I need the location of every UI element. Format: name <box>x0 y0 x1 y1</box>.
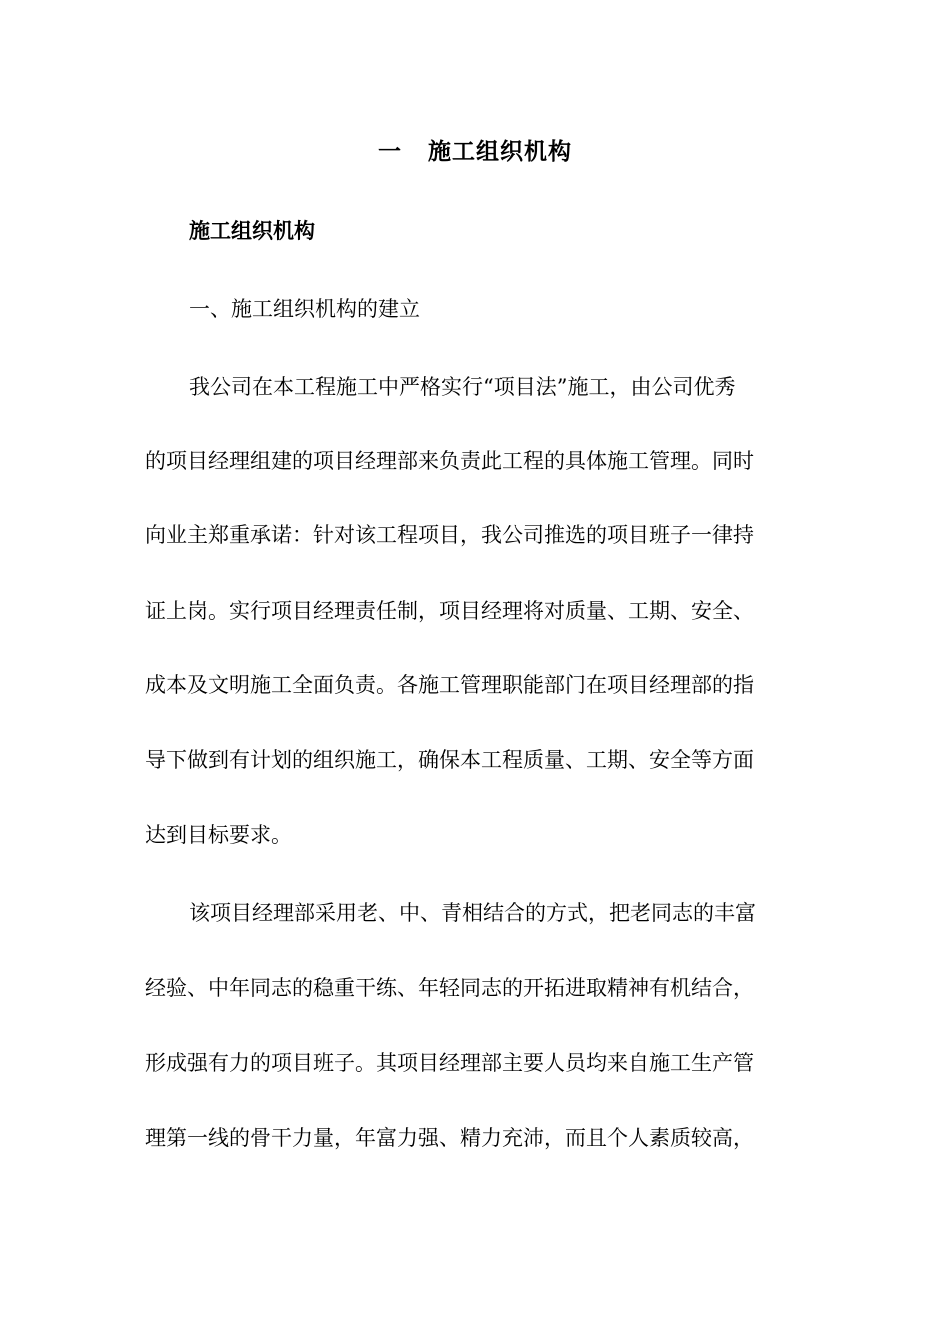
paragraph-1-line-2: 的项目经理组建的项目经理部来负责此工程的具体施工管理。同时 <box>145 449 754 473</box>
paragraph-2-line-1: 该项目经理部采用老、中、青相结合的方式，把老同志的丰富 <box>189 901 756 925</box>
paragraph-2-line-4: 理第一线的骨干力量，年富力强、精力充沛，而且个人素质较高， <box>145 1126 754 1150</box>
section-heading: 施工组织机构 <box>189 218 315 243</box>
subsection-heading: 一、施工组织机构的建立 <box>189 297 420 321</box>
paragraph-1-line-7: 达到目标要求。 <box>145 823 292 847</box>
paragraph-1-line-1: 我公司在本工程施工中严格实行“项目法”施工，由公司优秀 <box>189 375 736 399</box>
paragraph-1-line-3: 向业主郑重承诺：针对该工程项目，我公司推选的项目班子一律持 <box>145 523 754 547</box>
paragraph-2-line-3: 形成强有力的项目班子。其项目经理部主要人员均来自施工生产管 <box>145 1051 754 1075</box>
chapter-number: 一 <box>378 138 402 165</box>
chapter-title <box>0 134 950 170</box>
paragraph-1-line-6: 导下做到有计划的组织施工，确保本工程质量、工期、安全等方面 <box>145 748 754 772</box>
paragraph-1-line-5: 成本及文明施工全面负责。各施工管理职能部门在项目经理部的指 <box>145 673 754 697</box>
chapter-title-text: 施工组织机构 <box>428 138 572 165</box>
paragraph-2-line-2: 经验、中年同志的稳重干练、年轻同志的开拓进取精神有机结合， <box>145 976 754 1000</box>
paragraph-1-line-4: 证上岗。实行项目经理责任制，项目经理将对质量、工期、安全、 <box>145 599 754 623</box>
